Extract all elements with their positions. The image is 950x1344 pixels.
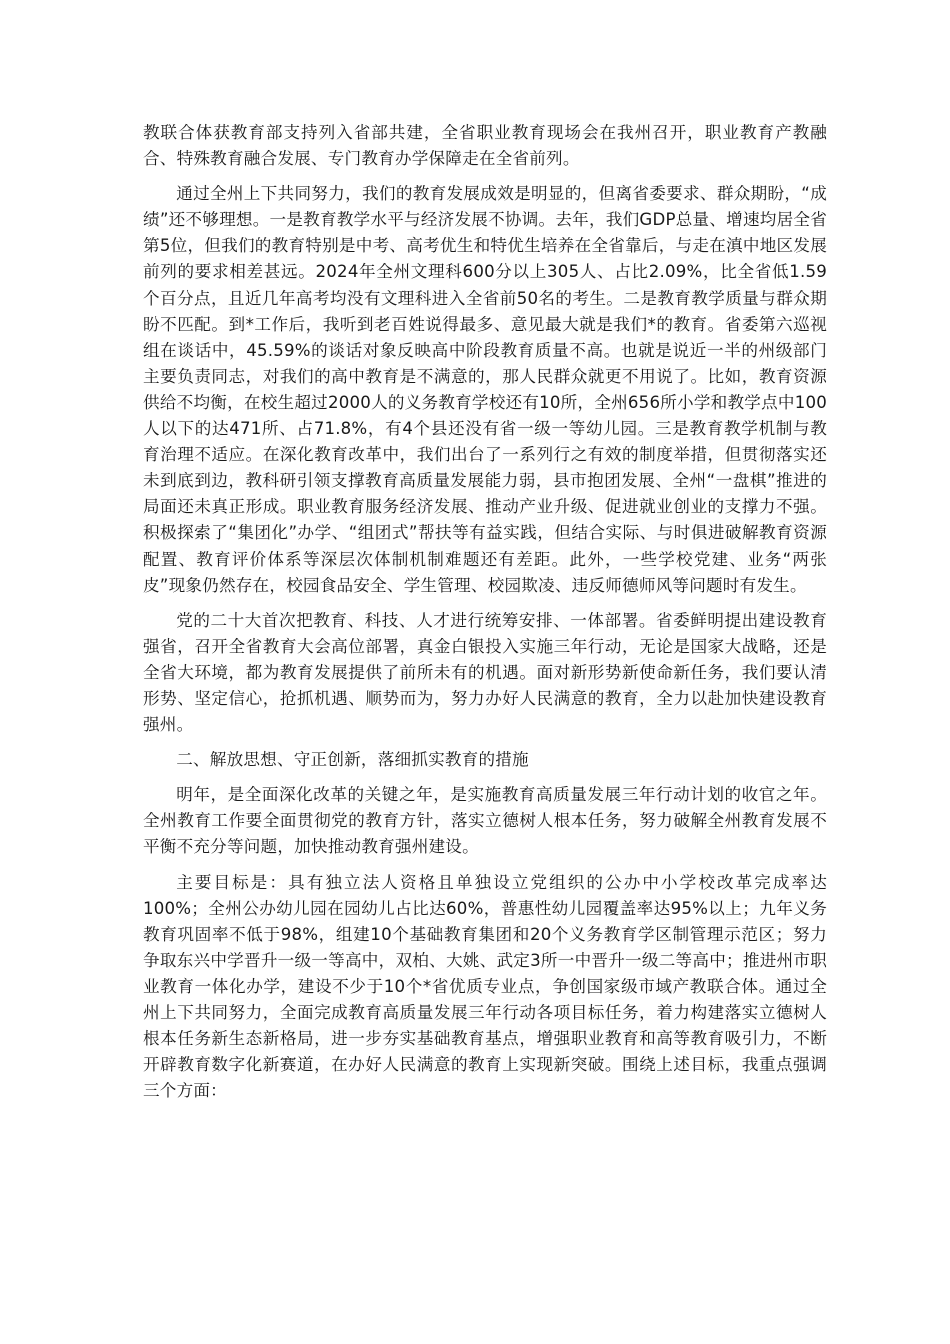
paragraph-opportunities: 党的二十大首次把教育、科技、人才进行统筹安排、一体部署。省委鲜明提出建设教育强省，召开全省教育大会高位部署，真金白银投入实施三年行动，无论是国家大战略，还是全省大环境，都为教育发展提供了前所未有的机遇。面对新形势新使命新任务，我们要认清形势、坚定信心，抢抓机遇、顺势而为，努力办好人民满意的教育，全力以赴加快建设教育强州。 bbox=[143, 610, 827, 735]
section-heading: 二、解放思想、守正创新，落细抓实教育的措施 bbox=[176, 750, 529, 770]
paragraph-main-goals: 主要目标是：具有独立法人资格且单独设立党组织的公办中小学校改革完成率达100%；全州公办幼儿园在园幼儿占比达60%，普惠性幼儿园覆盖率达95%以上；九年义务教育巩固率不低于98%，组建10个基础教育集团和20个义务教育学区制管理示范区；努力争取东兴中学晋升一级一等高中，双柏、大姚、武定3所一中晋升一级二等高中；推进州市职业教育一体化办学，建设不少于10个*省优质专业点，争创国家级市域产教联合体。通过全州上下共同努力，全面完成教育高质量发展三年行动各项目标任务，着力构建落实立德树人根本任务新生态新格局，进一步夯实基础教育基点，增强职业教育和高等教育吸引力，不断开辟教育数字化新赛道，在办好人民满意的教育上实现新突破。围绕上述目标，我重点强调三个方面： bbox=[143, 872, 827, 1101]
paragraph-continuation: 教联合体获教育部支持列入省部共建，全省职业教育现场会在我州召开，职业教育产教融合、特殊教育融合发展、专门教育办学保障走在全省前列。 bbox=[143, 123, 827, 169]
document-page bbox=[143, 120, 827, 1113]
paragraph-achievements-and-problems: 通过全州上下共同努力，我们的教育发展成效是明显的，但离省委要求、群众期盼，“成绩”还不够理想。一是教育教学水平与经济发展不协调。去年，我们GDP总量、增速均居全省第5位，但我们的教育特别是中考、高考优生和特优生培养在全省靠后，与走在滇中地区发展前列的要求相差甚远。2024年全州文理科600分以上305人、占比2.09%，比全省低1.59个百分点，且近几年高考均没有文理科进入全省前50名的考生。二是教育教学质量与群众期盼不匹配。到*工作后，我听到老百姓说得最多、意见最大就是我们*的教育。省委第六巡视组在谈话中，45.59%的谈话对象反映高中阶段教育质量不高。也就是说近一半的州级部门主要负责同志，对我们的高中教育是不满意的，那人民群众就更不用说了。比如，教育资源供给不均衡，在校生超过2000人的义务教育学校还有10所，全州656所小学和教学点中100人以下的达471所、占71.8%，有4个县还没有省一级一等幼儿园。三是教育教学机制与教育治理不适应。在深化教育改革中，我们出台了一系列行之有效的制度举措，但贯彻落实还未到底到边，教科研引领支撑教育高质量发展能力弱，县市抱团发展、全州“一盘棋”推进的局面还未真正形成。职业教育服务经济发展、推动产业升级、促进就业创业的支撑力不强。积极探索了“集团化”办学、“组团式”帮扶等有益实践，但结合实际、与时俱进破解教育资源配置、教育评价体系等深层次体制机制难题还有差距。此外，一些学校党建、业务“两张皮”现象仍然存在，校园食品安全、学生管理、校园欺凌、违反师德师风等问题时有发生。 bbox=[143, 184, 827, 595]
paragraph-next-year: 明年，是全面深化改革的关键之年，是实施教育高质量发展三年行动计划的收官之年。全州教育工作要全面贯彻党的教育方针，落实立德树人根本任务，努力破解全州教育发展不平衡不充分等问题，加快推动教育强州建设。 bbox=[143, 785, 827, 857]
